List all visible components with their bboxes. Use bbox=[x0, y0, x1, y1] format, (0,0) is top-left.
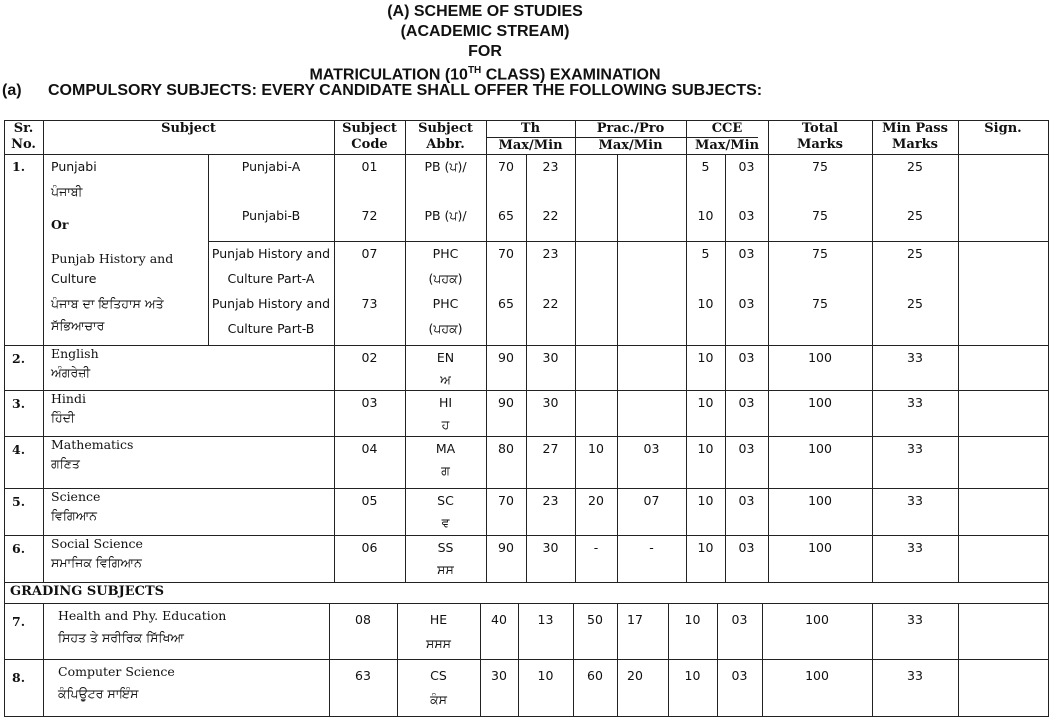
row2-thmin: 30 bbox=[542, 350, 559, 365]
header-cce: CCE bbox=[711, 121, 743, 136]
grading-row8-pmax: 60 bbox=[587, 668, 603, 683]
grading-row8-abbr: CS bbox=[430, 668, 447, 683]
row1-phc-line2: Culture bbox=[51, 271, 97, 286]
row3-abbr: HI bbox=[438, 395, 453, 410]
row1d-subject-1: Punjab History and bbox=[211, 296, 331, 311]
row3-min: 33 bbox=[907, 395, 923, 410]
grading-row8-abbr-gurmukhi: ਕੰਸ bbox=[430, 692, 447, 707]
grading-row7-ccemax: 10 bbox=[684, 612, 701, 627]
row4-pmin: 03 bbox=[643, 441, 660, 456]
row2-ccemin: 03 bbox=[738, 350, 755, 365]
row1-punjabi-gurmukhi: ਪੰਜਾਬੀ bbox=[51, 184, 83, 199]
row1c-cce-max: 5 bbox=[701, 246, 710, 261]
grading-row7-abbr: HE bbox=[429, 612, 448, 627]
row1-phc-gurmukhi-1: ਪੰਜਾਬ ਦਾ ਇਤਿਹਾਸ ਅਤੇ bbox=[51, 296, 164, 311]
row1a-abbr: PB (ਪ)/ bbox=[424, 159, 467, 174]
row3-subject-gurmukhi: ਹਿੰਦੀ bbox=[51, 410, 75, 425]
grading-row8-subject: Computer Science bbox=[58, 664, 175, 679]
grading-row7-min: 33 bbox=[907, 612, 923, 627]
header-subject: Subject bbox=[161, 121, 216, 136]
header-prac: Prac./Pro bbox=[596, 121, 665, 136]
title-line-4: MATRICULATION (10TH CLASS) EXAMINATION bbox=[309, 65, 661, 84]
row1-phc-gurmukhi-2: ਸੱਭਿਆਚਾਰ bbox=[51, 318, 105, 333]
grading-row8-ccemin: 03 bbox=[731, 668, 748, 683]
row4-ccemax: 10 bbox=[697, 441, 714, 456]
row6-subject-gurmukhi: ਸਮਾਜਿਕ ਵਿਗਿਆਨ bbox=[51, 555, 142, 570]
header-sign: Sign. bbox=[984, 121, 1022, 136]
row5-code: 05 bbox=[361, 493, 378, 508]
grading-row7-total: 100 bbox=[805, 612, 829, 627]
row6-abbr-gurmukhi: ਸਸ bbox=[437, 562, 454, 577]
row1c-subject-1: Punjab History and bbox=[211, 246, 331, 261]
grading-row7-thmin: 13 bbox=[537, 612, 554, 627]
row1b-min-pass: 25 bbox=[907, 208, 923, 223]
grading-row7-subject-gurmukhi: ਸਿਹਤ ਤੇ ਸਰੀਰਿਕ ਸਿੱਖਿਆ bbox=[58, 630, 184, 645]
row1c-th-max: 70 bbox=[498, 246, 514, 261]
row3-ccemax: 10 bbox=[697, 395, 714, 410]
row1d-code: 73 bbox=[361, 296, 378, 311]
row1c-abbr-gurmukhi: (ਪਹਕ) bbox=[428, 271, 463, 286]
row1-punjabi: Punjabi bbox=[51, 159, 97, 174]
row1c-abbr: PHC bbox=[432, 246, 459, 261]
grading-row7-sr: 7. bbox=[12, 614, 26, 629]
title-line-2: (ACADEMIC STREAM) bbox=[400, 23, 570, 40]
grading-row7-pmin: 17 bbox=[627, 612, 643, 627]
grading-row8-pmin: 20 bbox=[627, 668, 643, 683]
row1a-min-pass: 25 bbox=[907, 159, 923, 174]
row1d-abbr: PHC bbox=[432, 296, 459, 311]
row6-thmin: 30 bbox=[542, 540, 559, 555]
row3-subject: Hindi bbox=[51, 391, 86, 406]
row1a-th-max: 70 bbox=[498, 159, 514, 174]
row5-thmin: 23 bbox=[542, 493, 559, 508]
row1c-th-min: 23 bbox=[542, 246, 559, 261]
header-min-pass: Min Pass Marks bbox=[882, 121, 948, 152]
row3-sr: 3. bbox=[12, 396, 26, 411]
row2-total: 100 bbox=[808, 350, 832, 365]
row5-subject-gurmukhi: ਵਿਗਿਆਨ bbox=[51, 508, 97, 523]
header-code: Subject Code bbox=[342, 121, 397, 152]
grading-row8-thmax: 30 bbox=[491, 668, 507, 683]
row1d-th-min: 22 bbox=[542, 296, 559, 311]
row4-thmax: 80 bbox=[498, 441, 514, 456]
row4-min: 33 bbox=[907, 441, 923, 456]
row4-subject: Mathematics bbox=[51, 437, 134, 452]
row1c-cce-min: 03 bbox=[738, 246, 755, 261]
row5-thmax: 70 bbox=[498, 493, 514, 508]
row4-total: 100 bbox=[808, 441, 832, 456]
row1-or: Or bbox=[51, 217, 69, 232]
grading-row8-subject-gurmukhi: ਕੰਪਿਊਟਰ ਸਾਇੰਸ bbox=[58, 686, 139, 701]
row5-pmin: 07 bbox=[643, 493, 660, 508]
row5-ccemax: 10 bbox=[697, 493, 714, 508]
row3-total: 100 bbox=[808, 395, 832, 410]
row6-total: 100 bbox=[808, 540, 832, 555]
grading-row8-sr: 8. bbox=[12, 670, 26, 685]
row1c-total: 75 bbox=[812, 246, 828, 261]
row1b-subject: Punjabi-B bbox=[241, 208, 301, 223]
row2-abbr-gurmukhi: ਅ bbox=[440, 372, 451, 387]
row1b-code: 72 bbox=[361, 208, 378, 223]
grading-row7-pmax: 50 bbox=[587, 612, 603, 627]
title-line-1: (A) SCHEME OF STUDIES bbox=[387, 3, 583, 20]
grading-row8-total: 100 bbox=[805, 668, 829, 683]
grading-row7-thmax: 40 bbox=[491, 612, 507, 627]
grading-row8-code: 63 bbox=[355, 668, 371, 683]
row1d-abbr-gurmukhi: (ਪਹਕ) bbox=[428, 321, 463, 336]
row6-code: 06 bbox=[361, 540, 378, 555]
row5-total: 100 bbox=[808, 493, 832, 508]
row4-abbr: MA bbox=[435, 441, 456, 456]
row1d-cce-max: 10 bbox=[697, 296, 714, 311]
row3-abbr-gurmukhi: ਹ bbox=[441, 417, 450, 432]
grading-row7-subject: Health and Phy. Education bbox=[58, 608, 227, 623]
row1b-cce-max: 10 bbox=[697, 208, 714, 223]
header-sr: Sr. No. bbox=[11, 121, 36, 152]
row4-thmin: 27 bbox=[542, 441, 559, 456]
section-label: (a) bbox=[2, 82, 22, 99]
row4-subject-gurmukhi: ਗਣਿਤ bbox=[51, 456, 80, 471]
row1-phc-line1: Punjab History and bbox=[51, 251, 174, 266]
row3-thmin: 30 bbox=[542, 395, 559, 410]
row2-sr: 2. bbox=[12, 351, 26, 366]
row6-ccemin: 03 bbox=[738, 540, 755, 555]
row4-abbr-gurmukhi: ਗ bbox=[441, 463, 450, 478]
grading-row7-code: 08 bbox=[355, 612, 371, 627]
row1b-th-max: 65 bbox=[498, 208, 514, 223]
header-prac-maxmin: Max/Min bbox=[598, 138, 663, 153]
row4-pmax: 10 bbox=[588, 441, 604, 456]
section-title: COMPULSORY SUBJECTS: EVERY CANDIDATE SHALL OFFER THE FOLLOWING SUBJECTS: bbox=[48, 82, 763, 99]
header-th-maxmin: Max/Min bbox=[498, 138, 563, 153]
row1d-total: 75 bbox=[812, 296, 828, 311]
header-total: Total Marks bbox=[797, 121, 843, 152]
row5-min: 33 bbox=[907, 493, 923, 508]
row1b-abbr: PB (ਪ)/ bbox=[424, 208, 467, 223]
row1a-total: 75 bbox=[812, 159, 828, 174]
row1c-subject-2: Culture Part-A bbox=[227, 271, 315, 286]
row6-sr: 6. bbox=[12, 541, 26, 556]
row4-code: 04 bbox=[361, 441, 378, 456]
row6-thmax: 90 bbox=[498, 540, 514, 555]
row1c-code: 07 bbox=[361, 246, 378, 261]
row6-subject: Social Science bbox=[51, 536, 143, 551]
row2-ccemax: 10 bbox=[697, 350, 714, 365]
row1d-min-pass: 25 bbox=[907, 296, 923, 311]
row6-ccemax: 10 bbox=[697, 540, 714, 555]
row1d-subject-2: Culture Part-B bbox=[227, 321, 315, 336]
row1b-total: 75 bbox=[812, 208, 828, 223]
row5-sr: 5. bbox=[12, 494, 26, 509]
row4-sr: 4. bbox=[12, 442, 26, 457]
row1c-min-pass: 25 bbox=[907, 246, 923, 261]
row1a-cce-min: 03 bbox=[738, 159, 755, 174]
row1d-th-max: 65 bbox=[498, 296, 514, 311]
grading-row7-abbr-gurmukhi: ਸਸਸ bbox=[426, 636, 451, 651]
row5-pmax: 20 bbox=[588, 493, 604, 508]
row1a-subject: Punjabi-A bbox=[241, 159, 301, 174]
grading-row7-ccemin: 03 bbox=[731, 612, 748, 627]
grading-row8-ccemax: 10 bbox=[684, 668, 701, 683]
row5-ccemin: 03 bbox=[738, 493, 755, 508]
row2-abbr: EN bbox=[436, 350, 455, 365]
header-cce-maxmin: Max/Min bbox=[694, 138, 760, 153]
grading-subjects-title: GRADING SUBJECTS bbox=[10, 584, 165, 599]
row2-thmax: 90 bbox=[498, 350, 514, 365]
row6-pmax: - bbox=[593, 540, 599, 555]
row3-ccemin: 03 bbox=[738, 395, 755, 410]
row2-code: 02 bbox=[361, 350, 378, 365]
row5-abbr: SC bbox=[437, 493, 454, 508]
row5-abbr-gurmukhi: ਵ bbox=[441, 515, 450, 530]
row5-subject: Science bbox=[51, 489, 101, 504]
row1a-code: 01 bbox=[361, 159, 378, 174]
row4-ccemin: 03 bbox=[738, 441, 755, 456]
row6-pmin: - bbox=[649, 540, 654, 555]
row3-code: 03 bbox=[361, 395, 378, 410]
row1a-th-min: 23 bbox=[542, 159, 559, 174]
header-th: Th bbox=[520, 121, 541, 136]
header-abbr: Subject Abbr. bbox=[418, 121, 473, 152]
row3-thmax: 90 bbox=[498, 395, 514, 410]
row1b-cce-min: 03 bbox=[738, 208, 755, 223]
grading-row8-thmin: 10 bbox=[537, 668, 554, 683]
row2-subject: English bbox=[51, 346, 99, 361]
row1a-cce-max: 5 bbox=[701, 159, 710, 174]
row2-subject-gurmukhi: ਅੰਗਰੇਜ਼ੀ bbox=[51, 365, 91, 380]
row1b-th-min: 22 bbox=[542, 208, 559, 223]
grading-row8-min: 33 bbox=[907, 668, 923, 683]
row1-sr: 1. bbox=[12, 159, 26, 174]
row6-abbr: SS bbox=[437, 540, 454, 555]
row6-min: 33 bbox=[907, 540, 923, 555]
row2-min: 33 bbox=[907, 350, 923, 365]
row1d-cce-min: 03 bbox=[738, 296, 755, 311]
title-line-3: FOR bbox=[468, 43, 502, 60]
